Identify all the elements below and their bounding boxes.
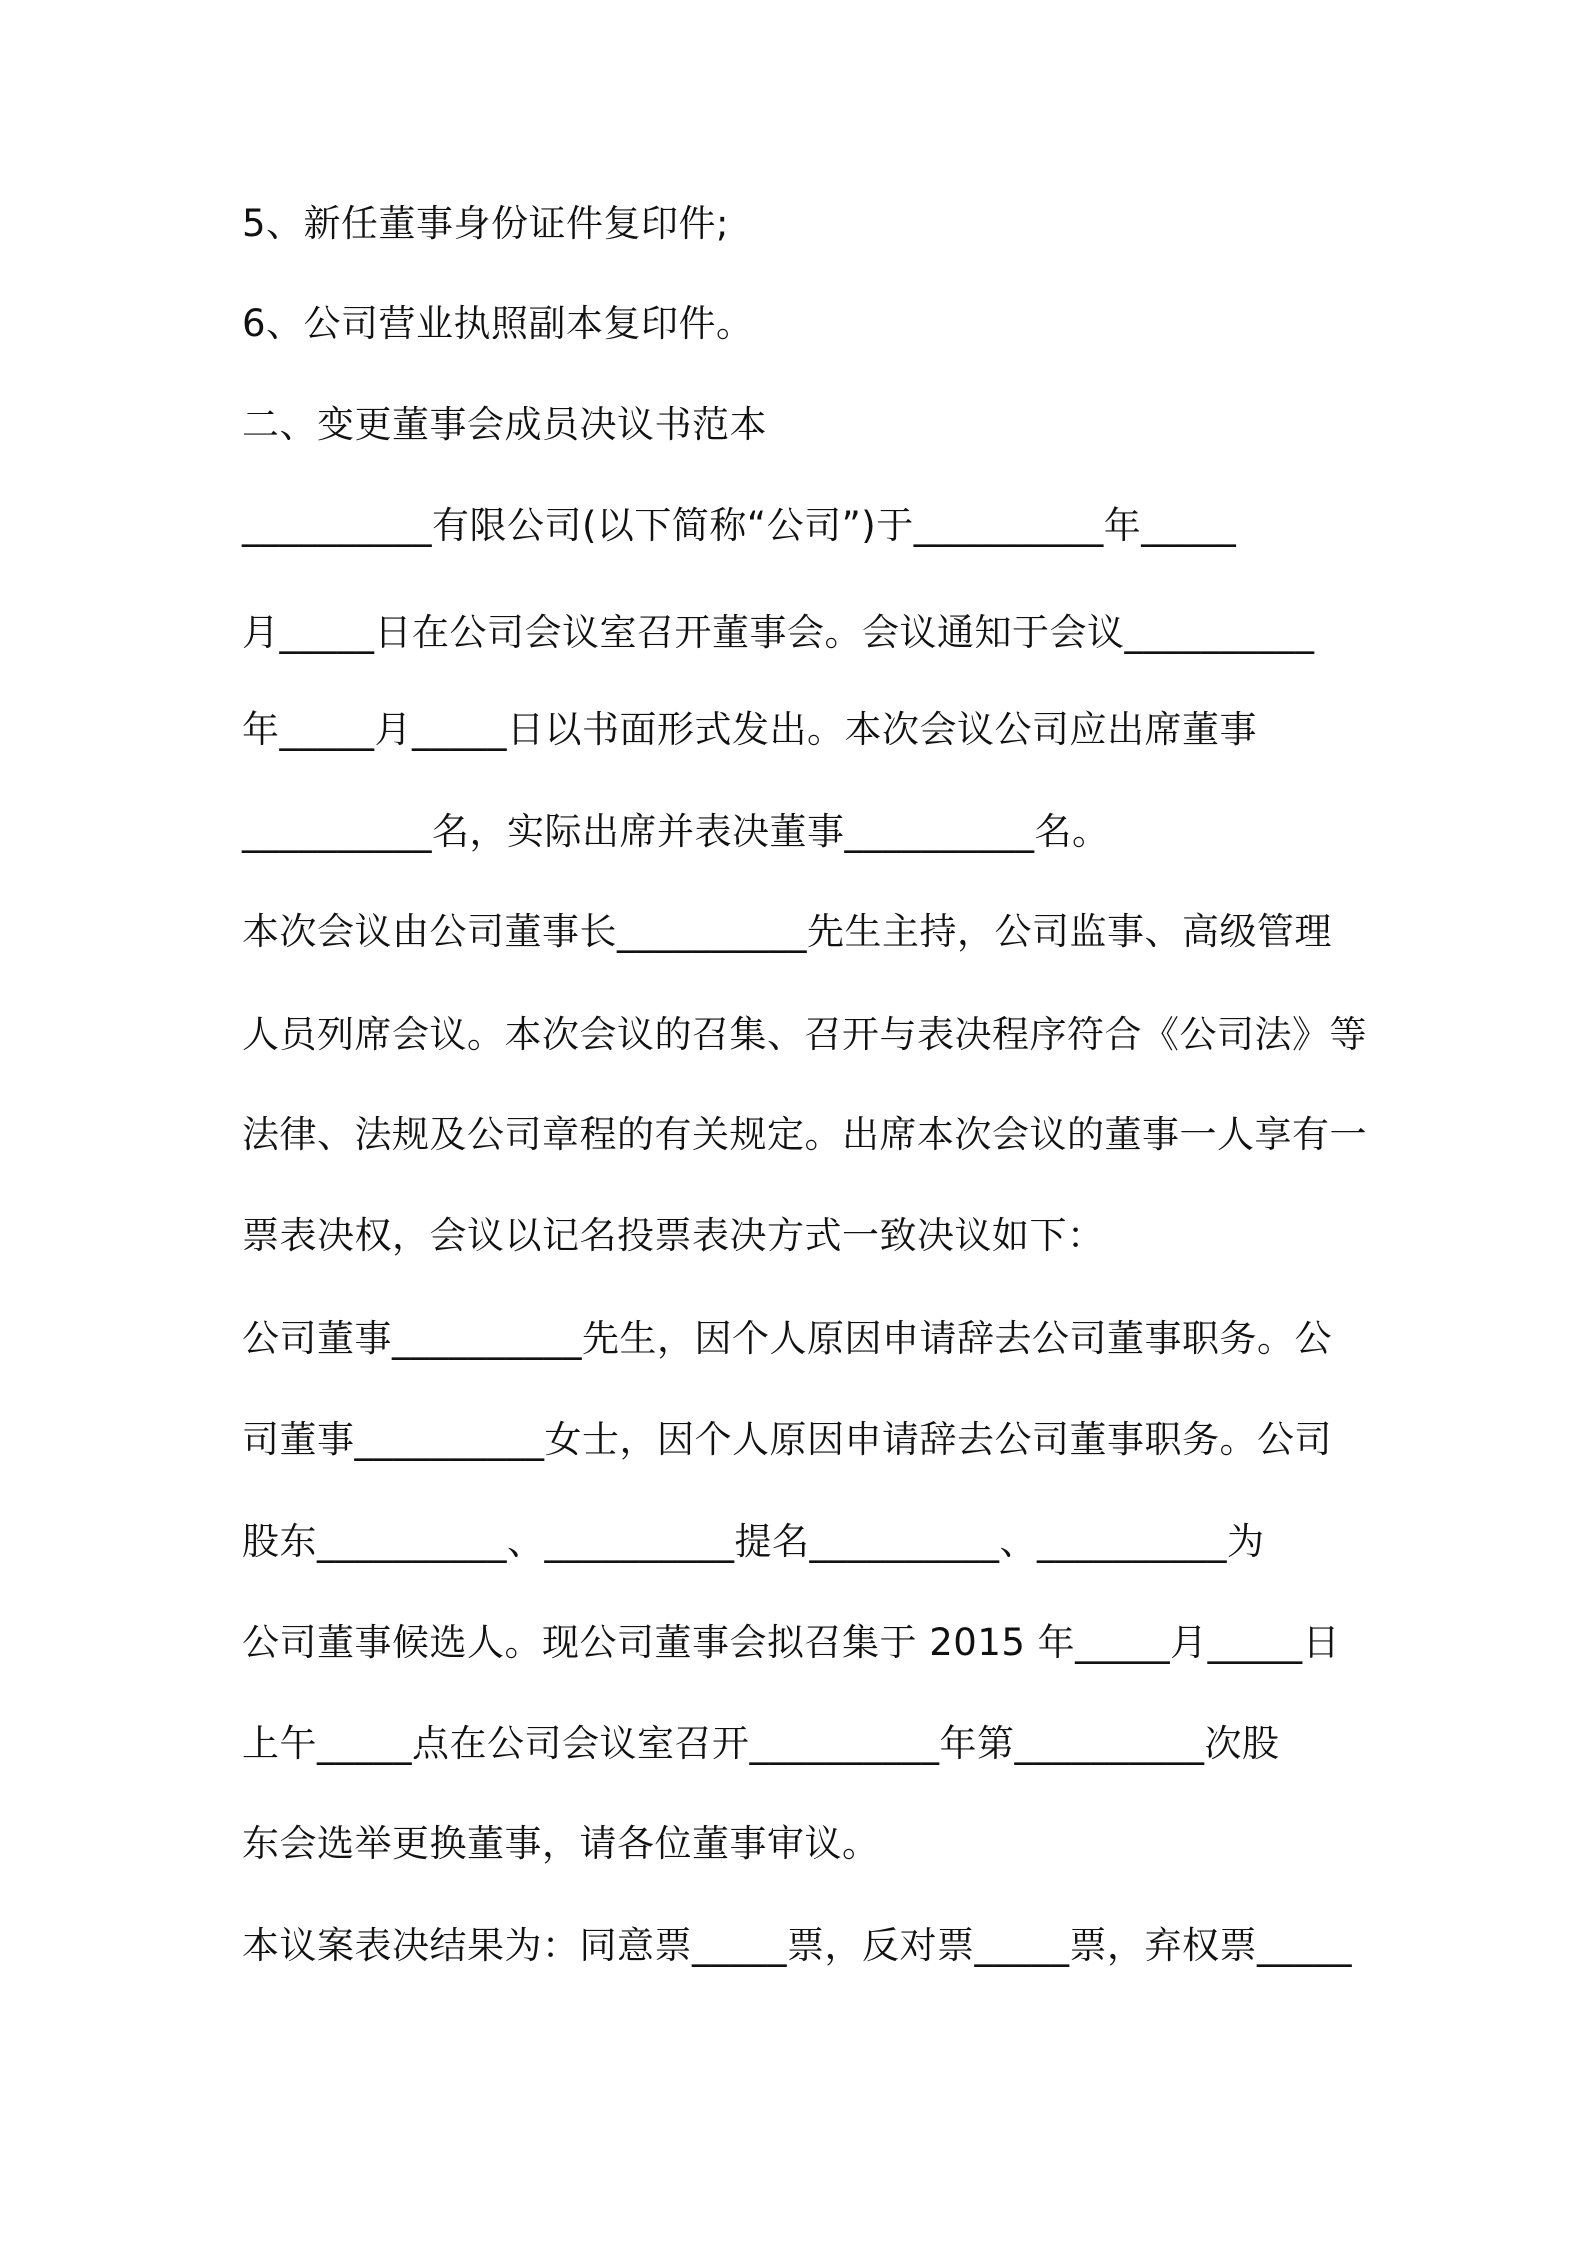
list-item-5: 5、新任董事身份证件复印件;: [242, 202, 730, 245]
paragraph-line: 公司董事候选人。现公司董事会拟召集于 2015 年_____月_____日: [242, 1621, 1341, 1664]
paragraph-line: 票表决权，会议以记名投票表决方式一致决议如下：: [242, 1214, 1105, 1257]
paragraph-line: 年_____月_____日以书面形式发出。本次会议公司应出席董事: [242, 708, 1257, 751]
paragraph-line: 股东__________、__________提名__________、__________为: [242, 1520, 1265, 1563]
paragraph-line: 上午_____点在公司会议室召开__________年第__________次股: [242, 1722, 1280, 1765]
paragraph-line: 本次会议由公司董事长__________先生主持，公司监事、高级管理: [242, 910, 1332, 953]
paragraph-line: 本议案表决结果为：同意票_____票，反对票_____票，弃权票_____: [242, 1924, 1352, 1967]
paragraph-line: 司董事__________女士，因个人原因申请辞去公司董事职务。公司: [242, 1418, 1332, 1461]
paragraph-line: 法律、法规及公司章程的有关规定。出席本次会议的董事一人享有一: [242, 1113, 1367, 1156]
paragraph-line: __________名，实际出席并表决董事__________名。: [242, 810, 1110, 853]
paragraph-line: 人员列席会议。本次会议的召集、召开与表决程序符合《公司法》等: [242, 1013, 1367, 1056]
paragraph-line: 公司董事__________先生，因个人原因申请辞去公司董事职务。公: [242, 1317, 1332, 1360]
section-heading: 二、变更董事会成员决议书范本: [242, 403, 767, 446]
paragraph-line: 东会选举更换董事，请各位董事审议。: [242, 1822, 880, 1865]
list-item-6: 6、公司营业执照副本复印件。: [242, 302, 754, 345]
paragraph-line: 月_____日在公司会议室召开董事会。会议通知于会议__________: [242, 611, 1315, 654]
paragraph-line: __________有限公司(以下简称“公司”)于__________年_____: [242, 504, 1237, 547]
